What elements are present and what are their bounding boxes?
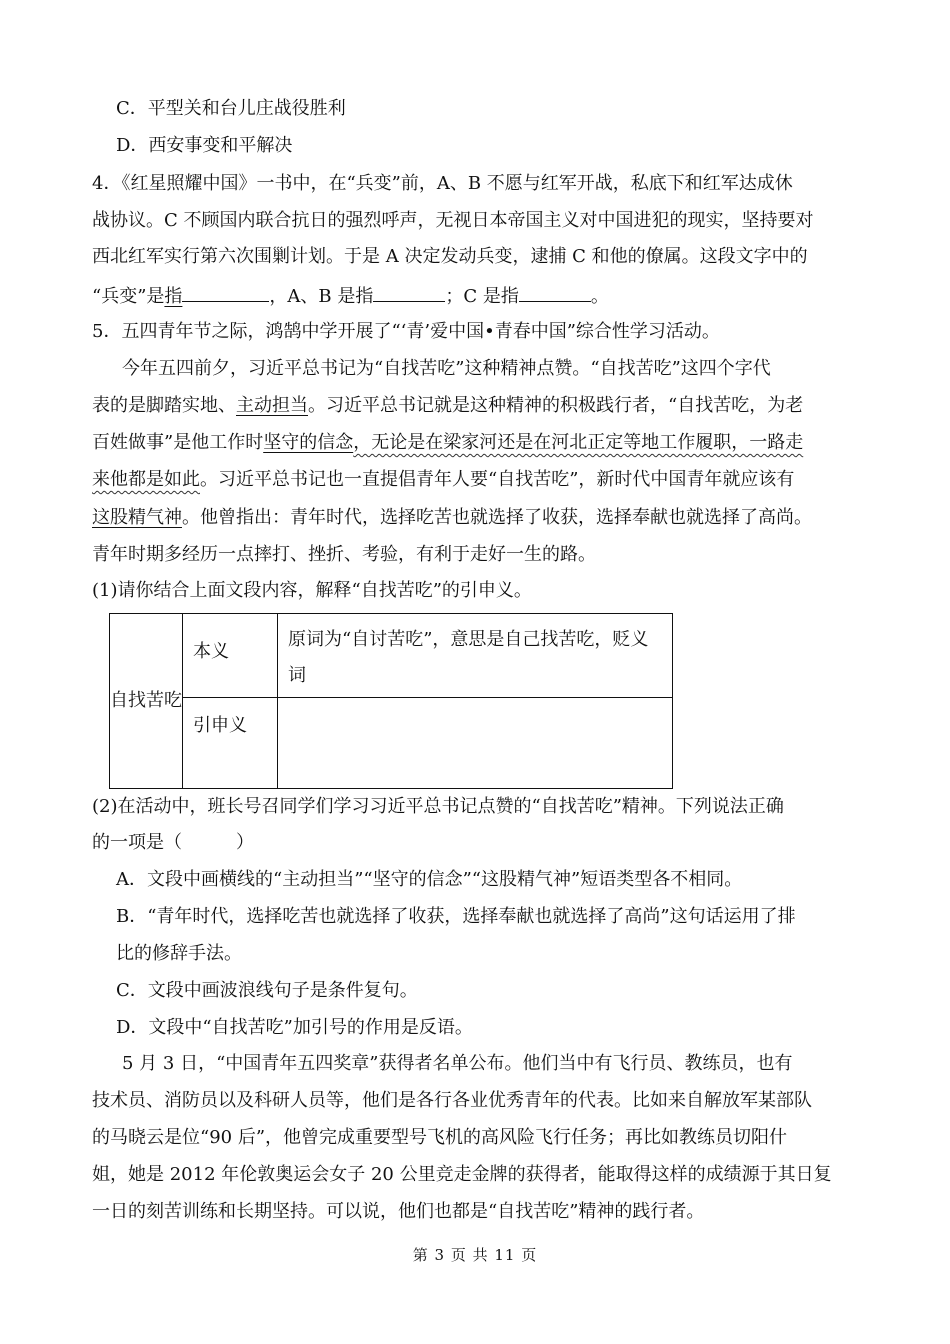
passage-2-line-2: 技术员、消防员以及科研人员等，他们是各行各业优秀青年的代表。比如来自解放军某部队	[92, 1090, 812, 1111]
option-c-line: C．平型关和台儿庄战役胜利	[116, 98, 346, 119]
p1-text: 。习近平总书记就是这种精神的积极践行者，“自找苦吃，为老	[308, 395, 804, 416]
passage-2-line-4: 姐，她是 2012 年伦敦奥运会女子 20 公里竞走金牌的获得者，能取得这样的成绩源于其日复	[92, 1164, 832, 1185]
passage-1-line-6: 青年时期多经历一点摔打、挫折、考验，有利于走好一生的路。	[92, 544, 596, 565]
answer-blank-1[interactable]	[182, 283, 269, 302]
passage-2-line-1: 5 月 3 日，“中国青年五四奖章”获得者名单公布。他们当中有飞行员、教练员，也有	[122, 1053, 793, 1074]
passage-2-line-3: 的马晓云是位“90 后”，他曾完成重要型号飞机的高风险飞行任务；再比如教练员切阳什	[92, 1127, 788, 1148]
q4-text-e: 。	[590, 286, 609, 307]
q4-text-d: ；C 是指	[445, 286, 519, 307]
passage-2-line-5: 一日的刻苦训练和长期坚持。可以说，他们也都是“自找苦吃”精神的践行者。	[92, 1201, 705, 1222]
option-d-line: D．西安事变和平解决	[116, 135, 293, 156]
term-text: 自找苦吃	[110, 690, 182, 711]
question-4-line-4	[92, 283, 609, 309]
row1-label: 本义	[193, 641, 229, 662]
choice-b-line-1[interactable]: B．“青年时代，选择吃苦也就选择了收获，选择奉献也就选择了高尚”这句话运用了排	[116, 906, 796, 927]
passage-1-line-1: 今年五四前夕，习近平总书记为“自找苦吃”这种精神点赞。“自找苦吃”这四个字代	[122, 358, 771, 379]
sub-question-1: (1)请你结合上面文段内容，解释“自找苦吃”的引申义。	[92, 580, 532, 601]
underlined-phrase-1: 主动担当	[236, 395, 308, 416]
row1-label-cell	[183, 614, 278, 698]
sub-question-2-line-2: 的一项是（ ）	[92, 832, 254, 853]
passage-1-line-5	[92, 506, 812, 530]
wavy-sentence-part-1: ，无论是在梁家河还是在河北正定等地工作履职，一路走	[353, 432, 804, 453]
question-5-title: 5．五四青年节之际，鸿鹄中学开展了“‘青’爱中国•青春中国”综合性学习活动。	[92, 321, 720, 342]
question-4-line-3: 西北红军实行第六次围剿计划。于是 A 决定发动兵变，逮捕 C 和他的僚属。这段文字中的	[92, 246, 808, 267]
passage-1-line-2	[92, 394, 803, 418]
wavy-sentence-part-2: 来他都是如此	[92, 469, 200, 490]
answer-blank-3[interactable]	[519, 283, 591, 302]
passage-1-line-3	[92, 431, 803, 455]
q4-text-c: ，A、B 是指	[269, 286, 374, 307]
row1-content: 原词为“自讨苦吃”，意思是自己找苦吃，贬义词	[288, 629, 649, 686]
choice-a[interactable]: A．文段中画横线的“主动担当”“坚守的信念”“这股精气神”短语类型各不相同。	[116, 869, 743, 890]
p1-text: 。他曾指出：青年时代，选择吃苦也就选择了收获，选择奉献也就选择了高尚。	[182, 507, 812, 528]
p1-text: 百姓做事”是他工作时	[92, 432, 264, 453]
page-footer: 第 3 页 共 11 页	[412, 1246, 538, 1264]
row1-content-cell	[278, 614, 673, 698]
term-cell	[110, 614, 183, 789]
answer-blank-2[interactable]	[373, 283, 445, 302]
q4-text-a: “兵变”是	[92, 286, 165, 307]
p1-text: 。习近平总书记也一直提倡青年人要“自找苦吃”，新时代中国青年就应该有	[200, 469, 795, 490]
row2-label-cell	[183, 698, 278, 789]
passage-1-line-4	[92, 468, 794, 492]
q4-text-b: 指	[164, 286, 183, 307]
sub-question-2-line-1: (2)在活动中，班长号召同学们学习习近平总书记点赞的“自找苦吃”精神。下列说法正确	[92, 796, 784, 817]
underlined-phrase-3: 这股精气神	[92, 507, 182, 528]
row2-label: 引申义	[193, 715, 247, 736]
answer-cell[interactable]	[278, 698, 673, 789]
choice-b-line-2: 比的修辞手法。	[116, 943, 242, 964]
choice-c[interactable]: C．文段中画波浪线句子是条件复句。	[116, 980, 418, 1001]
underlined-phrase-2: 坚守的信念	[263, 432, 354, 453]
meaning-table	[109, 613, 673, 789]
question-4-line-1: 4．《红星照耀中国》一书中，在“兵变”前，A、B 不愿与红军开战，私底下和红军达成休	[92, 173, 793, 194]
p1-text: 表的是脚踏实地、	[92, 395, 236, 416]
choice-d[interactable]: D．文段中“自找苦吃”加引号的作用是反语。	[116, 1017, 473, 1038]
question-4-line-2: 战协议。C 不顾国内联合抗日的强烈呼声，无视日本帝国主义对中国进犯的现实，坚持要对	[92, 210, 814, 231]
